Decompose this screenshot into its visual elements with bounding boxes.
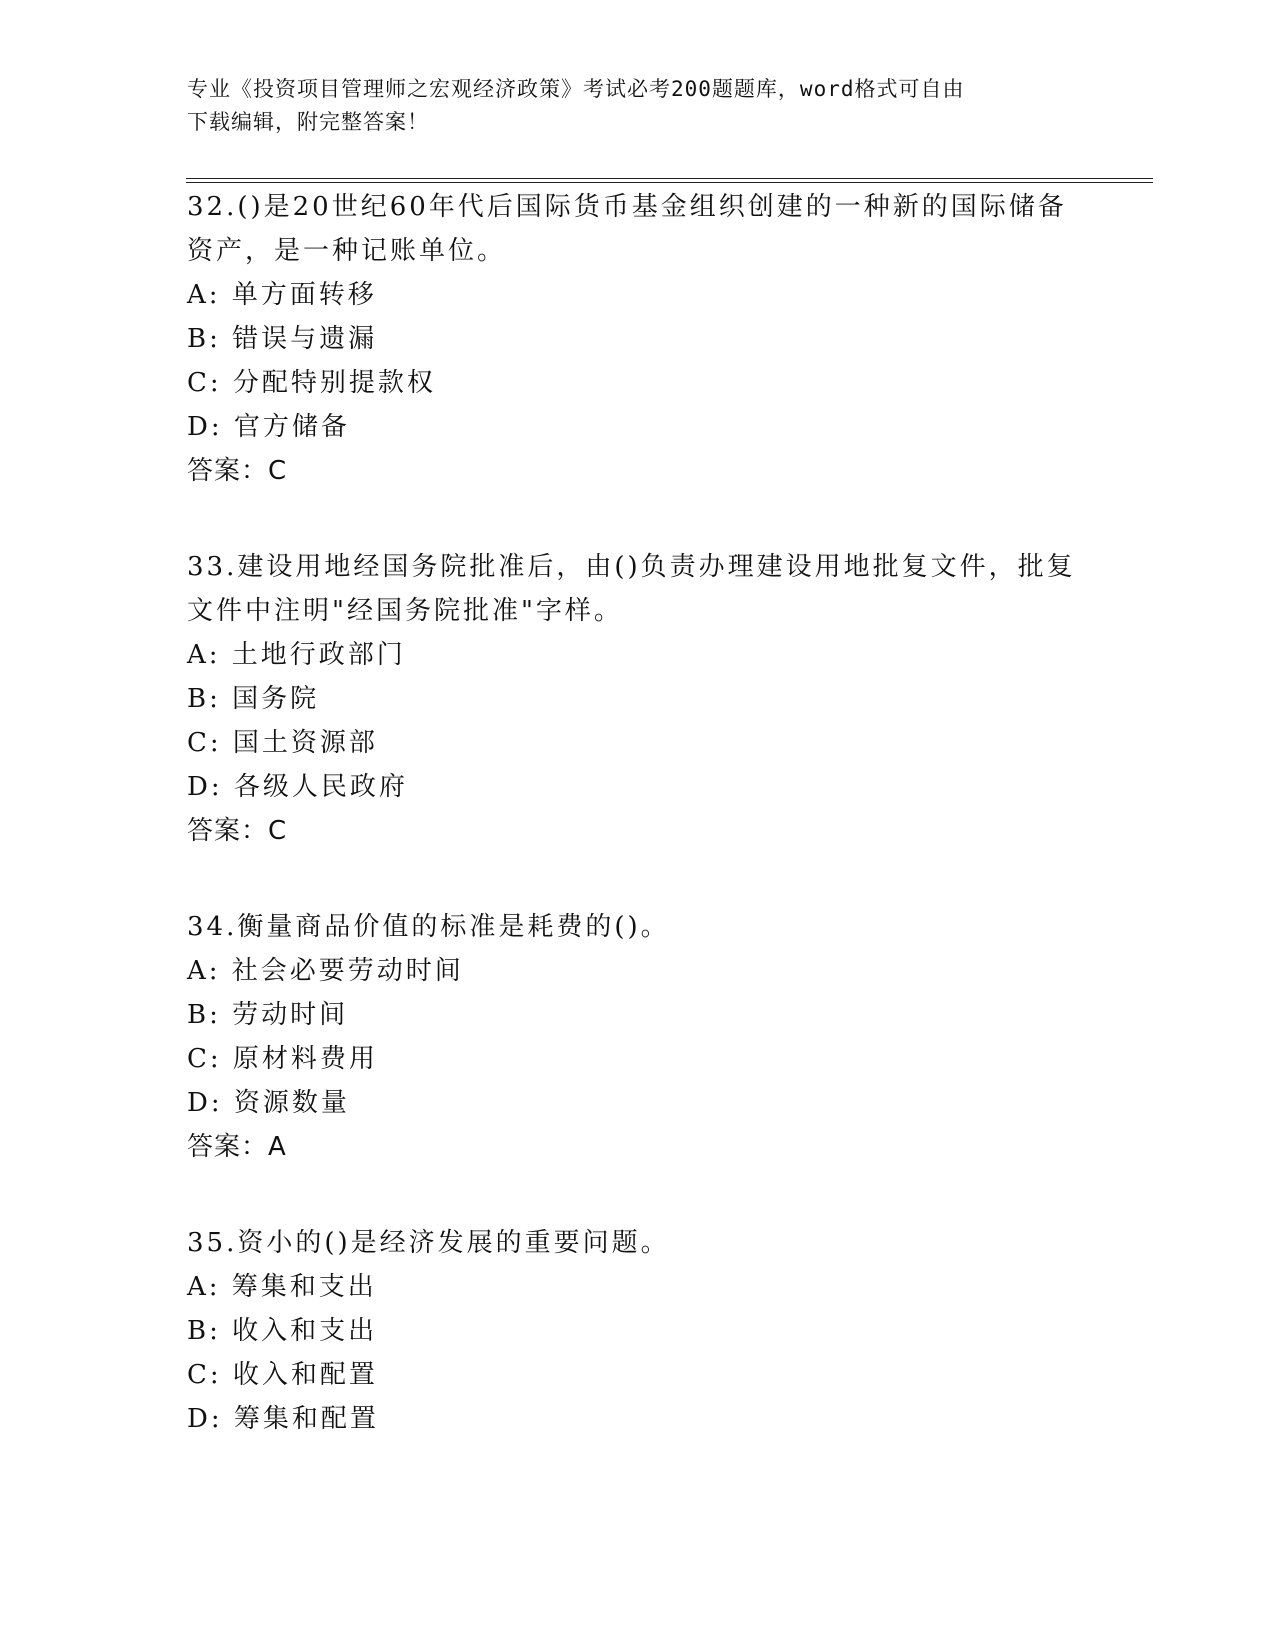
option-a: A: 单方面转移 [187,280,377,310]
option-a: A: 土地行政部门 [187,640,406,670]
option-c: C: 收入和配置 [187,1360,378,1390]
option-c: C: 分配特别提款权 [187,368,436,398]
document-header [187,73,1087,139]
question-stem-line-2: 文件中注明"经国务院批准"字样。 [187,596,623,626]
header-line-1: 专业《投资项目管理师之宏观经济政策》考试必考200题题库，word格式可自由 [187,77,965,101]
answer-label: 答案：A [187,1132,287,1162]
option-d: D: 官方储备 [187,412,350,442]
option-b: B: 错误与遗漏 [187,324,378,354]
option-c: C: 原材料费用 [187,1044,378,1074]
question-stem-line-1: 32.()是20世纪60年代后国际货币基金组织创建的一种新的国际储备 [187,192,1067,222]
option-b: B: 收入和支出 [187,1316,378,1346]
answer-label: 答案：C [187,816,288,846]
option-d: D: 资源数量 [187,1088,350,1118]
option-a: A: 筹集和支出 [187,1272,377,1302]
header-rule-top [186,178,1153,179]
option-b: B: 劳动时间 [187,1000,349,1030]
question-stem-line-1: 33.建设用地经国务院批准后，由()负责办理建设用地批复文件，批复 [187,552,1076,582]
option-c: C: 国土资源部 [187,728,378,758]
question-stem-line-2: 资产，是一种记账单位。 [187,236,507,266]
header-line-2: 下载编辑，附完整答案！ [187,110,429,134]
option-d: D: 筹集和配置 [187,1404,379,1434]
option-b: B: 国务院 [187,684,320,714]
question-stem-line-1: 35.资小的()是经济发展的重要问题。 [187,1228,670,1258]
header-rule-bottom [186,182,1153,183]
question-stem-line-1: 34.衡量商品价值的标准是耗费的()。 [187,912,670,942]
option-a: A: 社会必要劳动时间 [187,956,464,986]
answer-label: 答案：C [187,456,288,486]
option-d: D: 各级人民政府 [187,772,408,802]
